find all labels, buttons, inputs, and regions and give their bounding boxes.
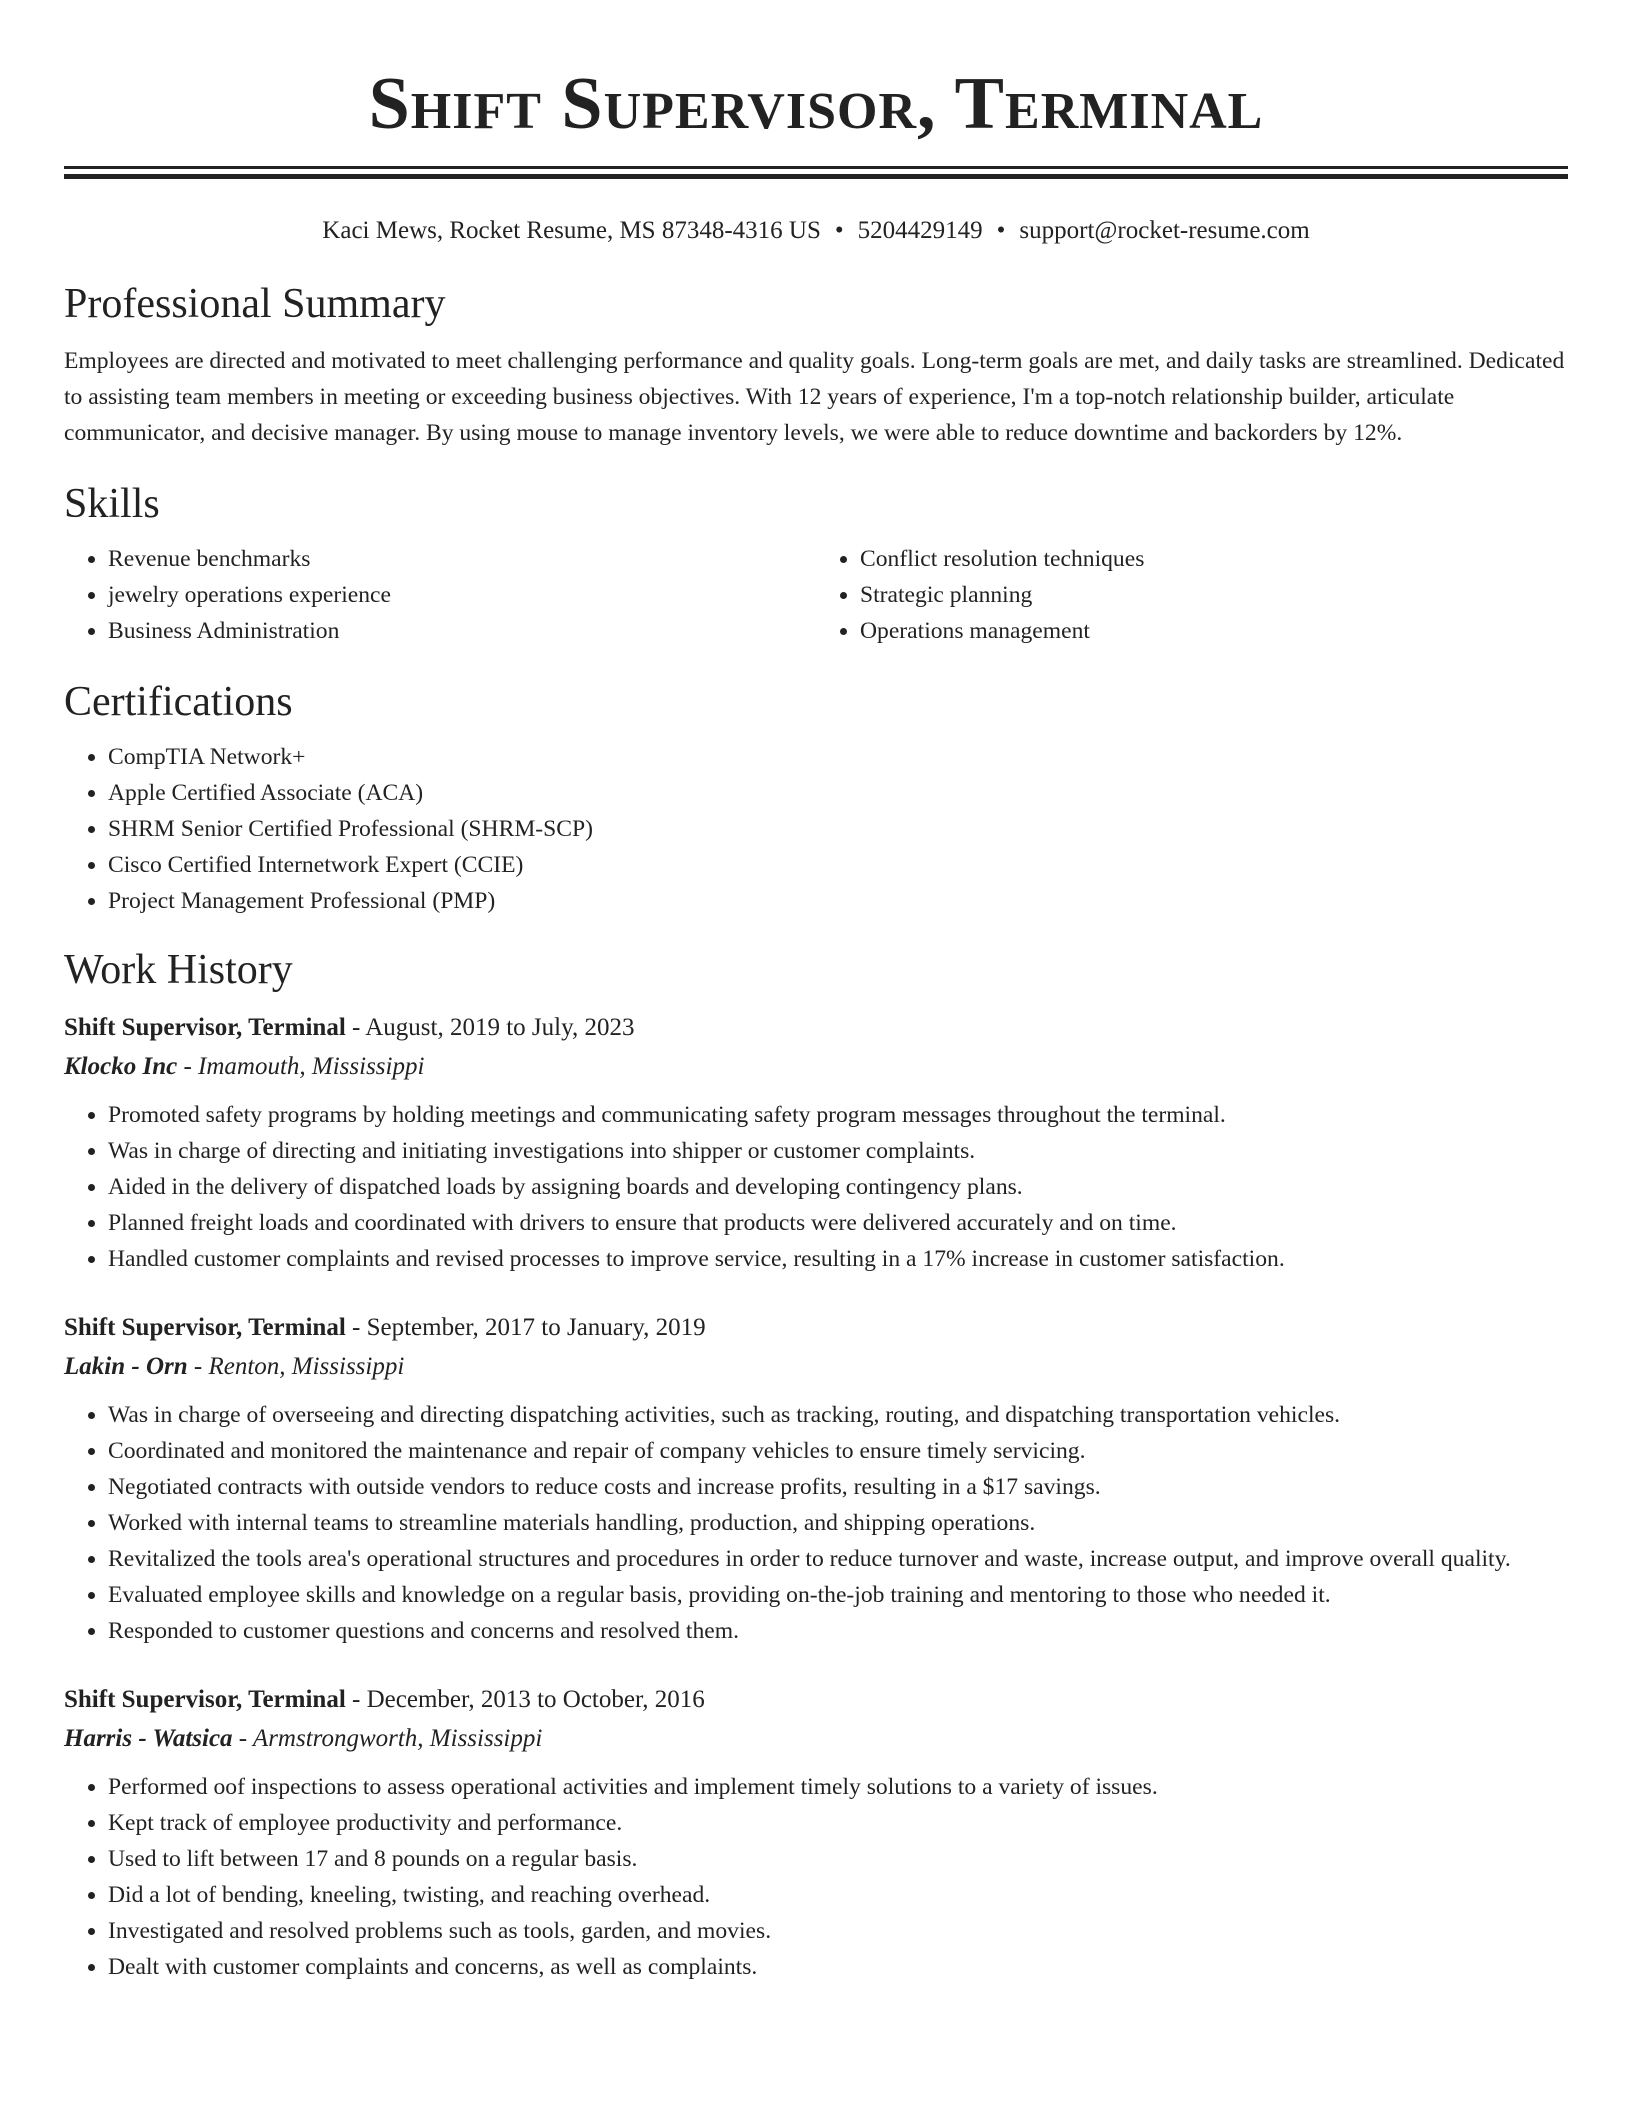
job-bullet: • Kept track of employee productivity and performance. (108, 1805, 1568, 1841)
job-title: Shift Supervisor, Terminal (64, 1314, 346, 1341)
job-bullet: • Used to lift between 17 and 8 pounds on a regular basis. (108, 1841, 1568, 1877)
company-location: - Imamouth, Mississippi (177, 1053, 425, 1080)
job-entry (64, 1309, 1568, 1649)
resume-title: Shift Supervisor, Terminal (368, 63, 1264, 145)
job-dates: - September, 2017 to January, 2019 (345, 1314, 706, 1341)
company-location: - Renton, Mississippi (187, 1353, 405, 1380)
skill-item: • Revenue benchmarks (108, 541, 816, 577)
job-bullet: • Planned freight loads and coordinated with drivers to ensure that products were delivered accurately and on time. (108, 1205, 1568, 1241)
job-bullet: • Did a lot of bending, kneeling, twisting, and reaching overhead. (108, 1877, 1568, 1913)
skills-list-right (816, 541, 1568, 649)
certification-item: • Apple Certified Associate (ACA) (108, 775, 1568, 811)
job-entry (64, 1681, 1568, 1985)
job-bullet: • Revitalized the tools area's operational structures and procedures in order to reduce turnover and waste, increase output, and improve overall quality. (108, 1541, 1568, 1577)
job-bullet: • Coordinated and monitored the maintenance and repair of company vehicles to ensure timely servicing. (108, 1433, 1568, 1469)
contact-address: Kaci Mews, Rocket Resume, MS 87348-4316 US (322, 217, 821, 244)
title-rule-bottom (64, 174, 1568, 179)
job-bullet: • Performed oof inspections to assess operational activities and implement timely solutions to a variety of issues. (108, 1769, 1568, 1805)
job-bullet: • Aided in the delivery of dispatched loads by assigning boards and developing contingency plans. (108, 1169, 1568, 1205)
skill-item: • Operations management (860, 613, 1568, 649)
certification-item: • CompTIA Network+ (108, 739, 1568, 775)
summary-text: Employees are directed and motivated to meet challenging performance and quality goals. Long-term goals are met, and daily tasks are streamlined. Dedicated to assisting team members in meeting or exceeding business objectives. With 12 years of experience, I'm a top-notch relationship builder, articulate communicator, and decisive manager. By using mouse to manage inventory levels, we were able to reduce downtime and backorders by 12%. (64, 348, 1565, 446)
skill-item: • Conflict resolution techniques (860, 541, 1568, 577)
certification-item: • Project Management Professional (PMP) (108, 883, 1568, 919)
company-line (64, 1047, 1568, 1087)
job-bullets (64, 1769, 1568, 1985)
skills-list-left (64, 541, 816, 649)
job-bullet: • Dealt with customer complaints and concerns, as well as complaints. (108, 1949, 1568, 1985)
work-history-heading: Work History (64, 947, 293, 993)
job-title: Shift Supervisor, Terminal (64, 1014, 346, 1041)
job-title-line (64, 1309, 1568, 1347)
job-bullets (64, 1097, 1568, 1277)
company-location: - Armstrongworth, Mississippi (232, 1725, 543, 1752)
job-bullet: • Evaluated employee skills and knowledge on a regular basis, providing on-the-job training and mentoring to those who needed it. (108, 1577, 1568, 1613)
skills-heading: Skills (64, 481, 160, 527)
job-dates: - August, 2019 to July, 2023 (345, 1014, 635, 1041)
job-bullet: • Worked with internal teams to streamline materials handling, production, and shipping operations. (108, 1505, 1568, 1541)
job-bullet: • Handled customer complaints and revised processes to improve service, resulting in a 17% increase in customer satisfaction. (108, 1241, 1568, 1277)
company-line (64, 1719, 1568, 1759)
contact-phone: 5204429149 (857, 217, 983, 244)
job-title-line (64, 1681, 1568, 1719)
job-bullet: • Promoted safety programs by holding meetings and communicating safety program messages throughout the terminal. (108, 1097, 1568, 1133)
certifications-heading: Certifications (64, 679, 293, 725)
job-bullet: • Was in charge of overseeing and directing dispatching activities, such as tracking, routing, and dispatching transportation vehicles. (108, 1397, 1568, 1433)
certifications-list (64, 739, 1568, 919)
contact-email: support@rocket-resume.com (1019, 217, 1310, 244)
skills-columns (64, 541, 1568, 649)
skill-item: • jewelry operations experience (108, 577, 816, 613)
job-title-line (64, 1009, 1568, 1047)
company-name: Lakin - Orn (64, 1353, 188, 1380)
job-title: Shift Supervisor, Terminal (64, 1686, 346, 1713)
job-bullets (64, 1397, 1568, 1649)
skill-item: • Strategic planning (860, 577, 1568, 613)
job-bullet: • Investigated and resolved problems such as tools, garden, and movies. (108, 1913, 1568, 1949)
job-bullet: • Responded to customer questions and concerns and resolved them. (108, 1613, 1568, 1649)
job-dates: - December, 2013 to October, 2016 (345, 1686, 705, 1713)
company-line (64, 1347, 1568, 1387)
summary-heading: Professional Summary (64, 281, 446, 327)
skill-item: • Business Administration (108, 613, 816, 649)
certification-item: • SHRM Senior Certified Professional (SHRM-SCP) (108, 811, 1568, 847)
title-rule-top (64, 166, 1568, 169)
certification-item: • Cisco Certified Internetwork Expert (CCIE) (108, 847, 1568, 883)
job-entry (64, 1009, 1568, 1277)
company-name: Klocko Inc (64, 1053, 178, 1080)
job-bullet: • Was in charge of directing and initiating investigations into shipper or customer complaints. (108, 1133, 1568, 1169)
contact-separator: • (996, 217, 1006, 244)
resume-page (64, 0, 1568, 1985)
job-bullet: • Negotiated contracts with outside vendors to reduce costs and increase profits, resulting in a $17 savings. (108, 1469, 1568, 1505)
contact-line (64, 215, 1568, 247)
contact-separator: • (834, 217, 844, 244)
company-name: Harris - Watsica (64, 1725, 233, 1752)
